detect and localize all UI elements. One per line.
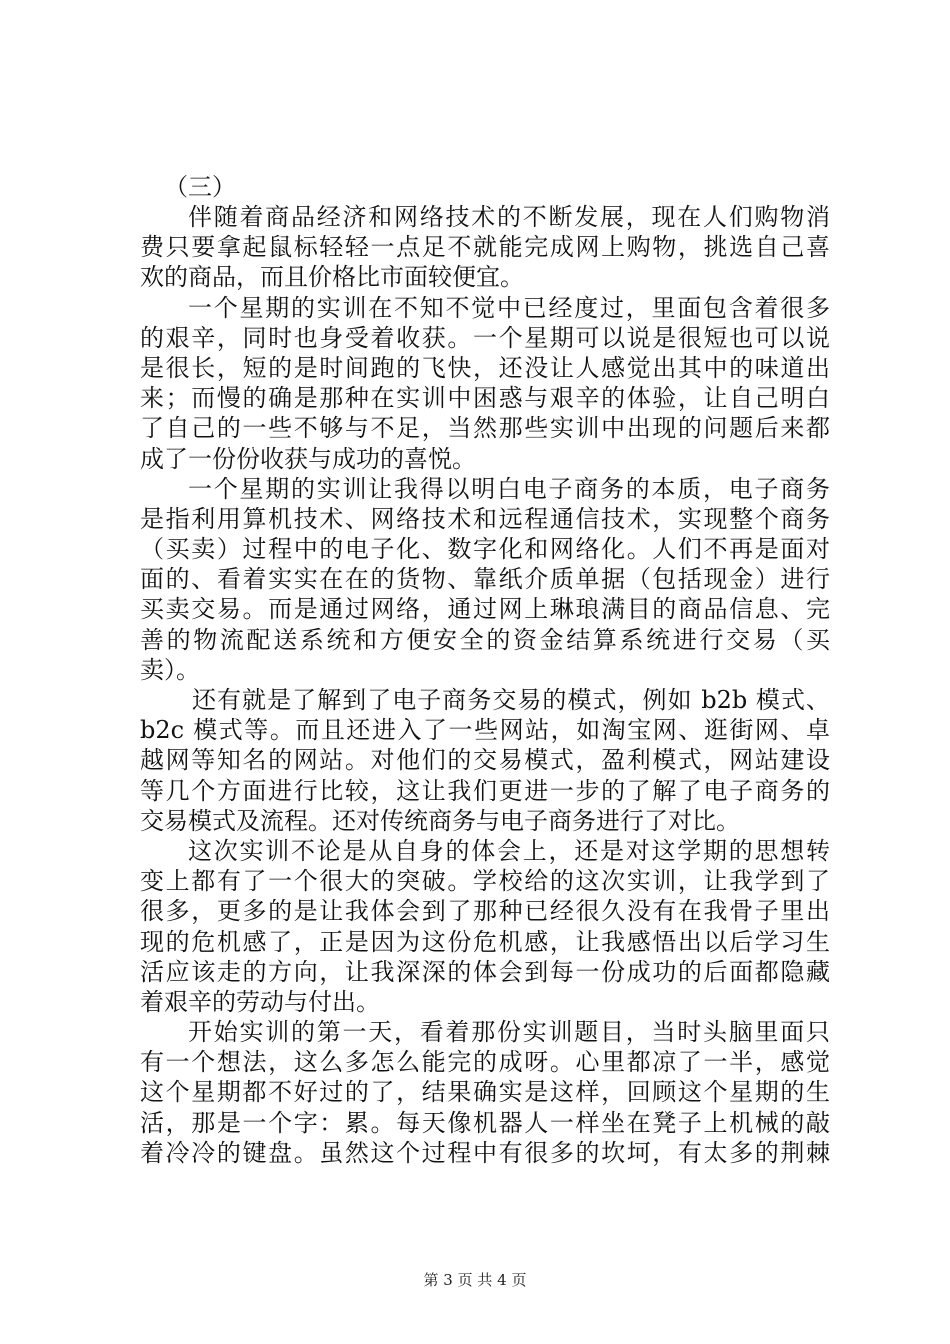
text-line: 一个星期的实训让我得以明白电子商务的本质，电子商务: [188, 474, 830, 503]
text-line: 成了一份份收获与成功的喜悦。: [140, 444, 476, 473]
text-line: 着冷冷的键盘。虽然这个过程中有很多的坎坷，有太多的荆棘: [140, 1138, 830, 1167]
text-line: 交易模式及流程。还对传统商务与电子商务进行了对比。: [140, 806, 740, 835]
text-line: 还有就是了解到了电子商务交易的模式，例如 b2b 模式、: [192, 686, 830, 714]
paragraph: [140, 836, 830, 1017]
text-line: 现的危机感了，正是因为这份危机感，让我感悟出以后学习生: [140, 927, 830, 956]
paragraph: [140, 202, 830, 293]
text-line: 越网等知名的网站。对他们的交易模式，盈利模式，网站建设: [140, 746, 830, 775]
text-line: 面的、看着实实在在的货物、靠纸介质单据（包括现金）进行: [140, 565, 830, 594]
text-line: 这次实训不论是从自身的体会上，还是对这学期的思想转: [188, 836, 830, 865]
text-line: 是指利用算机技术、网络技术和远程通信技术，实现整个商务: [140, 504, 830, 533]
text-line: 费只要拿起鼠标轻轻一点足不就能完成网上购物，挑选自己喜: [140, 233, 830, 262]
text-line: 着艰辛的劳动与付出。: [140, 987, 380, 1016]
page-footer: [0, 1270, 950, 1290]
text-line: 变上都有了一个很大的突破。学校给的这次实训，让我学到了: [140, 867, 830, 896]
text-line: 卖）。: [140, 655, 200, 684]
text-line: 一个星期的实训在不知不觉中已经度过，里面包含着很多: [188, 293, 830, 322]
text-line: 这个星期都不好过的了，结果确实是这样，回顾这个星期的生: [140, 1078, 830, 1107]
paragraph: [140, 685, 830, 836]
text-line: 欢的商品，而且价格比市面较便宜。: [140, 263, 524, 292]
text-line: 活应该走的方向，让我深深的体会到每一份成功的后面都隐藏: [140, 957, 830, 986]
page-number-label: 第 3 页 共 4 页: [423, 1271, 527, 1289]
text-line: （买卖）过程中的电子化、数字化和网络化。人们不再是面对: [140, 535, 830, 564]
text-line: 的艰辛，同时也身受着收获。一个星期可以说是很短也可以说: [140, 323, 830, 352]
text-line: 很多，更多的是让我体会到了那种已经很久没有在我骨子里出: [140, 897, 830, 926]
text-line: 等几个方面进行比较，这让我们更进一步的了解了电子商务的: [140, 776, 830, 805]
text-line: 伴随着商品经济和网络技术的不断发展，现在人们购物消: [188, 203, 830, 231]
section-heading: （三）: [164, 173, 236, 201]
text-line: 活，那是一个字：累。每天像机器人一样坐在凳子上机械的敲: [140, 1108, 830, 1137]
paragraph: [140, 474, 830, 685]
text-line: 有一个想法，这么多怎么能完的成呀。心里都凉了一半，感觉: [140, 1048, 830, 1077]
text-line: 开始实训的第一天，看着那份实训题目，当时头脑里面只: [188, 1018, 830, 1047]
text-line: 善的物流配送系统和方便安全的资金结算系统进行交易（买: [140, 625, 830, 654]
text-line: 来；而慢的确是那种在实训中困惑与艰辛的体验，让自己明白: [140, 384, 830, 413]
text-line: 了自己的一些不够与不足，当然那些实训中出现的问题后来都: [140, 414, 830, 443]
text-line: b2c 模式等。而且还进入了一些网站，如淘宝网、逛街网、卓: [140, 716, 830, 745]
text-line: 买卖交易。而是通过网络，通过网上琳琅满目的商品信息、完: [140, 595, 830, 624]
document-body: [140, 172, 830, 1168]
paragraph: [140, 1017, 830, 1168]
paragraph: [140, 293, 830, 474]
text-line: 是很长，短的是时间跑的飞快，还没让人感觉出其中的味道出: [140, 353, 830, 382]
